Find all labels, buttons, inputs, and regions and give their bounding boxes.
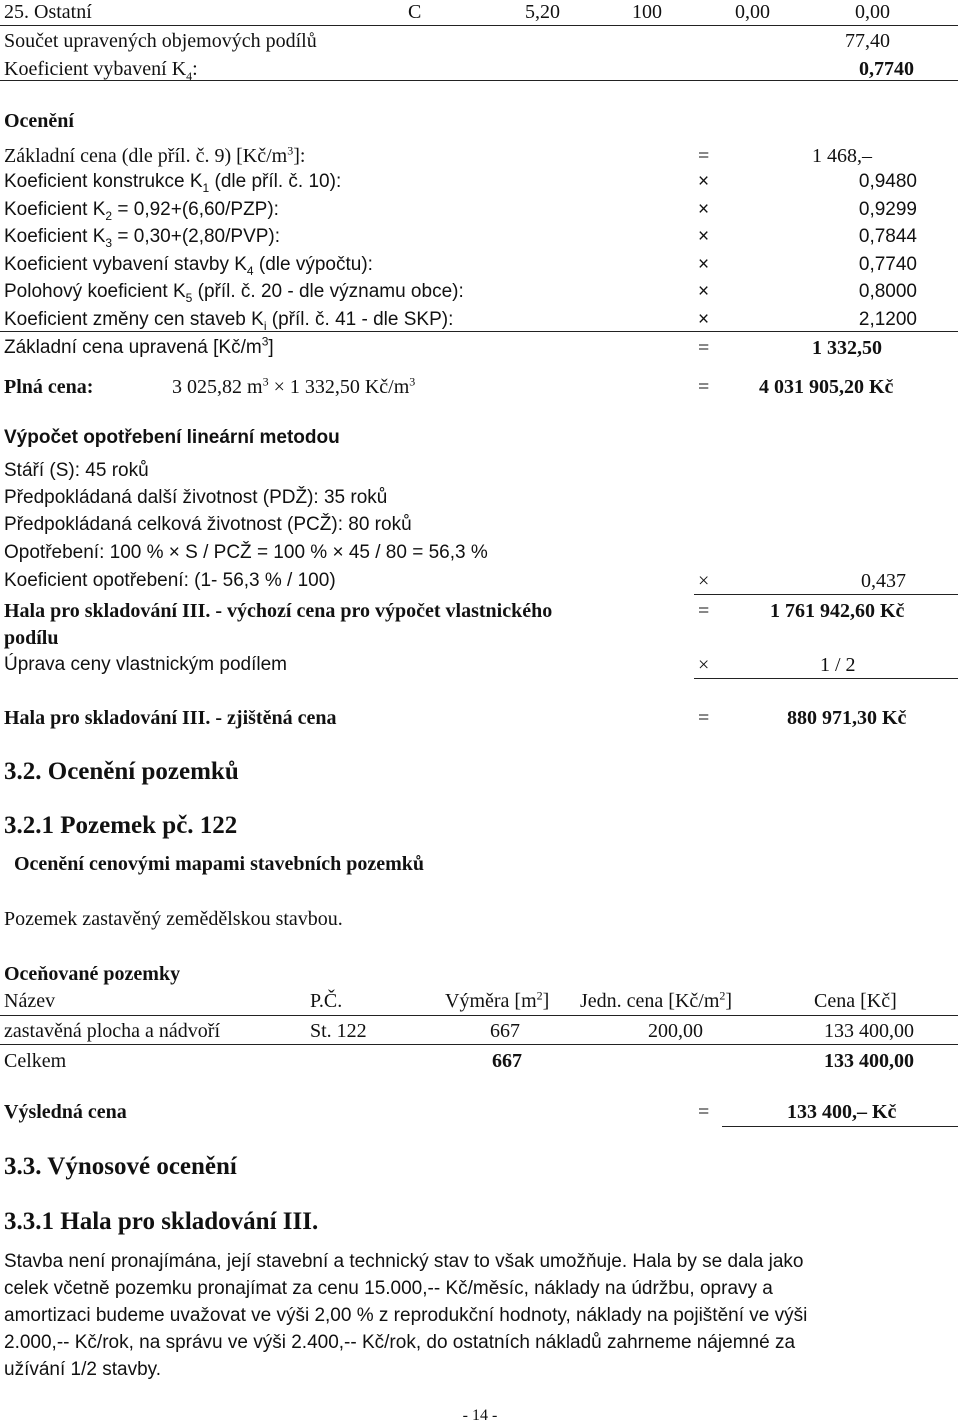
paragraph-line: Stavba není pronajímána, její stavební a technický stav to však umožňuje. Hala by se dala jako — [4, 1251, 804, 1272]
rule — [0, 80, 958, 81]
opotrebeni-line: Předpokládaná celková životnost (PCŽ): 80 roků — [4, 514, 412, 535]
cell-pc: St. 122 — [310, 1020, 367, 1042]
oceneni-row-op: × — [698, 199, 710, 220]
oceneni-row-op: × — [698, 281, 710, 302]
oceneni-row-value: 0,8000 — [858, 281, 917, 302]
oceneni-row-label: Koeficient $K_3 = 0,30+(2,80/PVP)$: — [4, 226, 281, 250]
rule — [0, 1015, 958, 1016]
oceneni-row-value: 0,7844 — [858, 226, 917, 247]
oceneni-row-value: 2,1200 — [858, 309, 917, 330]
oceneni-row-op: × — [698, 309, 710, 330]
koef-opotrebeni-label: Koeficient opotřebení: (1- 56,3 % / 100) — [4, 570, 336, 591]
hala-value: 1 761 942,60 Kč — [770, 600, 905, 622]
table-title: Oceňované pozemky — [4, 963, 181, 985]
sum-value: 77,40 — [845, 30, 890, 52]
upravena-value: 1 332,50 — [812, 337, 882, 359]
header-vymera: Výměra $[m^2]$ — [445, 988, 550, 1012]
oceneni-row-op: = — [698, 145, 710, 167]
total-label: Celkem — [4, 1050, 67, 1072]
uprava-label: Úprava ceny vlastnickým podílem — [4, 654, 287, 675]
header-cena: Cena [Kč] — [814, 990, 897, 1012]
section-heading-3-3-1: 3.3.1 Hala pro skladování III. — [4, 1208, 319, 1235]
header-pc: P.Č. — [310, 990, 343, 1012]
oceneni-row-label: Koeficient $K_2 = 0,92+(6,60/PZP)$: — [4, 199, 279, 223]
sum-label: Součet upravených objemových podílů — [4, 30, 317, 52]
rule — [0, 1044, 958, 1045]
paragraph-line: celek včetně pozemku pronajímat za cenu 15.000,-- Kč/měsíc, náklady na údržbu, opravy a — [4, 1278, 773, 1299]
oceneni-row-label: Polohový koeficient $K_5$ (příl. č. 20 - dle významu obce): — [4, 281, 464, 305]
plna-op: = — [698, 376, 710, 398]
uprava-op: × — [698, 654, 710, 676]
paragraph-line: amortizaci budeme uvažovat ve výši 2,00 % z reprodukční hodnoty, náklady na pojištění ve výši — [4, 1305, 808, 1326]
hala-label-2: podílu — [4, 627, 59, 649]
section-heading-3-3: 3.3. Výnosové ocenění — [4, 1153, 237, 1180]
opotrebeni-heading: Výpočet opotřebení lineární metodou — [4, 427, 340, 448]
rule — [722, 1126, 958, 1127]
cell-jedn: 200,00 — [648, 1020, 703, 1042]
k4-value: 0,7740 — [859, 58, 914, 80]
k4-label: Koeficient vybavení $K_4$: — [4, 58, 198, 83]
vysledna-label: Výsledná cena — [4, 1101, 127, 1123]
upravena-label: Základní cena upravená $[Kč/m^3]$ — [4, 334, 274, 358]
vysledna-op: = — [698, 1101, 710, 1123]
zjistena-label: Hala pro skladování III. - zjištěná cena — [4, 707, 337, 729]
oceneni-row-op: × — [698, 254, 710, 275]
header-nazev: Název — [4, 990, 56, 1012]
vysledna-value: 133 400,– Kč — [787, 1101, 897, 1123]
oceneni-row-value: 0,9299 — [858, 199, 917, 220]
koef-opotrebeni-op: × — [698, 570, 710, 592]
total-cena: 133 400,00 — [824, 1050, 914, 1072]
upravena-op: = — [698, 337, 710, 359]
cell-vymera: 667 — [490, 1020, 520, 1042]
paragraph-line: 2.000,-- Kč/rok, na správu ve výši 2.400,-- Kč/rok, do ostatních nákladů zahrneme nájemné za — [4, 1332, 796, 1353]
hala-op: = — [698, 600, 710, 622]
plna-label: Plná cena: — [4, 376, 94, 398]
oceneni-row-op: × — [698, 226, 710, 247]
oceneni-heading: Ocenění — [4, 110, 74, 132]
top-row-col4: 100 — [632, 1, 662, 23]
oceneni-row-value: 0,9480 — [858, 171, 917, 192]
zjistena-value: 880 971,30 Kč — [787, 707, 907, 729]
opotrebeni-line: Opotřebení: 100 % × S / PCŽ = 100 % × 45 / 80 = 56,3 % — [4, 542, 488, 563]
top-row-col5: 0,00 — [735, 1, 770, 23]
top-row-col6: 0,00 — [855, 1, 890, 23]
total-vymera: 667 — [492, 1050, 522, 1072]
rule — [694, 594, 958, 595]
top-row-col3: 5,20 — [525, 1, 560, 23]
top-row-label: 25. Ostatní — [4, 1, 92, 23]
rule — [694, 678, 958, 679]
section-heading-3-2-1: 3.2.1 Pozemek pč. 122 — [4, 812, 238, 839]
uprava-value: 1 / 2 — [820, 654, 856, 676]
oceneni-row-value: 0,7740 — [858, 254, 917, 275]
hala-label-1: Hala pro skladování III. - výchozí cena pro výpočet vlastnického — [4, 600, 553, 622]
cell-cena: 133 400,00 — [824, 1020, 914, 1042]
oceneni-row-op: × — [698, 171, 710, 192]
section-heading-3-2: 3.2. Ocenění pozemků — [4, 758, 239, 785]
plna-calc: 3 025,82 $m^3 \times 1$ 332,50 $Kč/m^3$ — [172, 374, 416, 398]
plna-value: 4 031 905,20 Kč — [759, 376, 894, 398]
subsection-heading: Ocenění cenovými mapami stavebních pozemků — [14, 853, 424, 875]
pozemek-text: Pozemek zastavěný zemědělskou stavbou. — [4, 908, 343, 930]
top-row-col2: C — [408, 1, 422, 23]
paragraph-line: užívání 1/2 stavby. — [4, 1359, 162, 1380]
rule — [0, 331, 958, 332]
opotrebeni-line: Předpokládaná další životnost (PDŽ): 35 roků — [4, 487, 388, 508]
oceneni-row-label: Základní cena (dle příl. č. 9) $[Kč/m^3]$: — [4, 143, 306, 167]
header-jedn-cena: Jedn. cena $[Kč/m^2]$ — [580, 988, 733, 1012]
zjistena-op: = — [698, 707, 710, 729]
rule — [0, 25, 958, 26]
oceneni-row-label: Koeficient vybavení stavby $K_4$ (dle výpočtu): — [4, 254, 373, 278]
cell-nazev: zastavěná plocha a nádvoří — [4, 1020, 221, 1042]
oceneni-row-label: Koeficient změny cen staveb $K_i$ (příl. č. 41 - dle SKP): — [4, 309, 454, 333]
oceneni-row-value: 1 468,– — [812, 145, 872, 167]
koef-opotrebeni-value: 0,437 — [861, 570, 906, 592]
oceneni-row-label: Koeficient konstrukce $K_1$ (dle příl. č. 10): — [4, 171, 342, 195]
page-number: - 14 - — [462, 1407, 498, 1424]
opotrebeni-line: Stáří (S): 45 roků — [4, 460, 149, 481]
